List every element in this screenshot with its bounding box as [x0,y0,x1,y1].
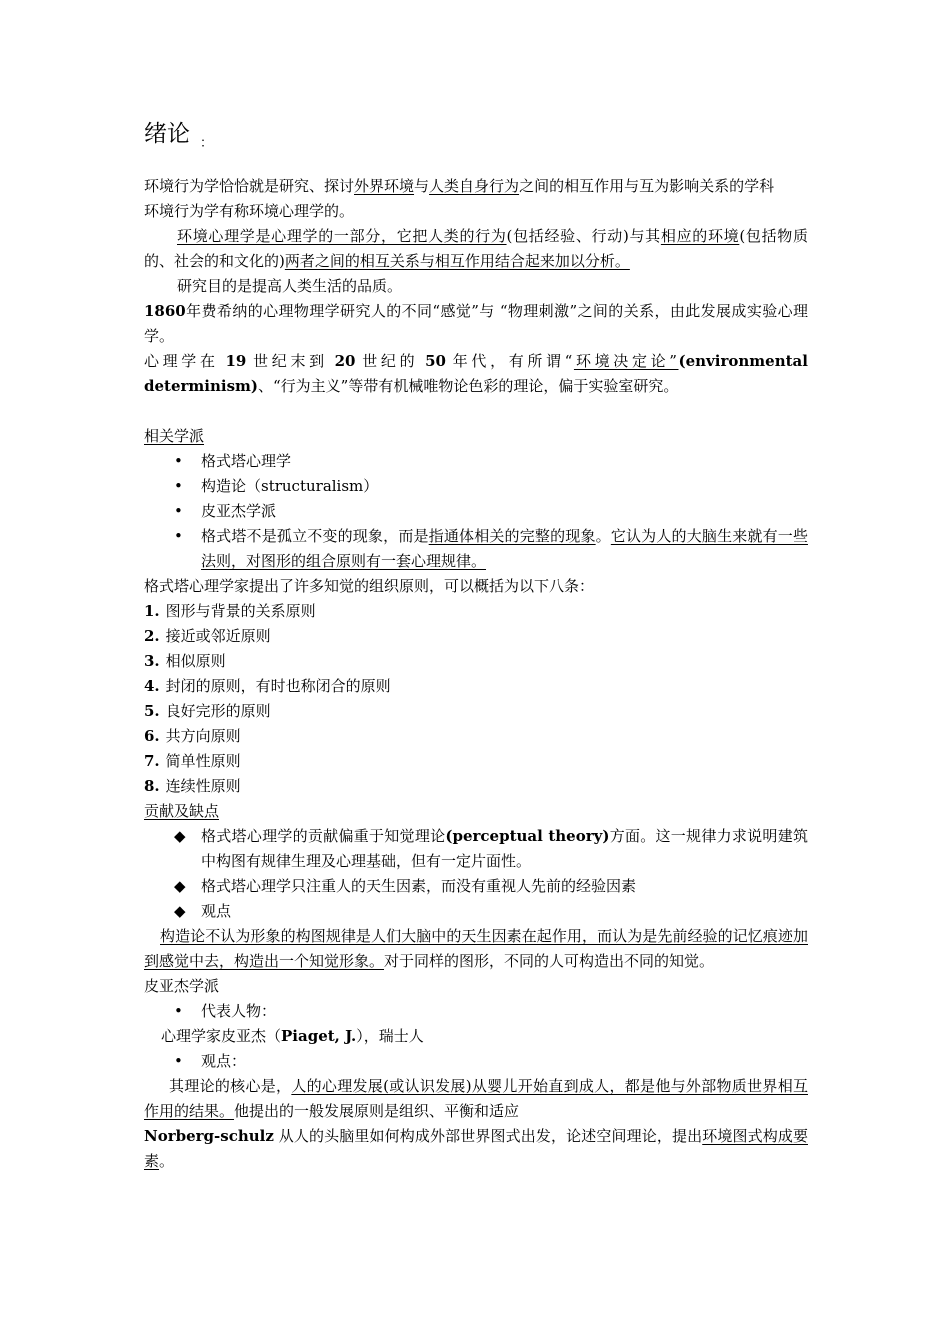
text-span: 心理学家皮亚杰（ [161,1027,282,1045]
diamond-bullet-icon: ◆ [174,827,186,845]
text-span: 年代，有所谓“ [452,352,574,370]
section-heading-piaget: 皮亚杰学派 [144,977,220,995]
text-span: 世纪的 [362,352,419,370]
text-span: 世纪末到 [253,352,328,370]
schools-list [144,449,808,574]
list-number: 6. [144,727,160,745]
list-item [144,524,808,574]
underlined-text: 外界环境 [354,177,415,195]
underlined-text: 构造论不认为形象的构图规律是人们大脑中的天生因素在起作用，而认为是先前经验的记忆痕迹加到感觉中去，构造出一个知觉形象。 [144,927,808,970]
paragraph-piaget-core [144,1074,808,1124]
paragraph-environmental-psychology [144,224,808,274]
text-span: 环境行为学恰恰就是研究、探讨 [144,177,355,195]
paragraph-structuralism [144,924,808,974]
paragraph-definition [144,174,808,199]
diamond-bullet-icon: ◆ [174,877,186,895]
list-item-text: 相似原则 [165,652,226,670]
list-item-text: 格式塔心理学只注重人的天生因素，而没有重视人先前的经验因素 [201,877,637,895]
section-heading-schools [144,424,808,449]
title-text: 绪论 [144,121,190,147]
list-item [144,599,808,624]
text-span: 其理论的核心是， [169,1077,292,1095]
list-item [144,874,808,899]
list-item [144,449,808,474]
list-number: 3. [144,652,160,670]
list-number: 1. [144,602,160,620]
number-bold: 20 [334,352,356,370]
text-span: 。 [595,527,611,545]
bullet-icon: • [174,502,183,520]
text-span: 之间的相互作用与互为影响关系的学科 [519,177,775,195]
section-heading-contrib [144,799,808,824]
list-item-text: 封闭的原则，有时也称闭合的原则 [165,677,391,695]
heading-text: 贡献及缺点 [144,802,220,820]
text-span: 年费希纳的心理物理学研究人的不同“感觉”与 “物理刺激”之间的关系，由此发展成实验心理学。 [144,302,808,345]
text-span: 从人的头脑里如何构成外部世界图式出发，论述空间理论，提出 [273,1127,703,1145]
text-span: (包括经验、行动)与其 [506,227,661,245]
underlined-text: 相应的环境 [660,227,740,245]
document-page [144,118,808,1174]
underlined-text: 人类自身行为 [429,177,520,195]
underlined-text: 人的心理发展(或认识发展)从婴儿开始直到成人，都是他与外部物质世界相互作用的结果。 [144,1077,808,1120]
english-term-bold: (perceptual theory) [445,827,610,845]
list-number: 4. [144,677,160,695]
text-span: (包括物质的、社会的和文化的) [144,227,808,270]
bullet-icon: • [174,477,183,495]
list-item-text: 代表人物： [201,1002,277,1020]
number-bold: 50 [425,352,446,370]
paragraph-purpose: 研究目的是提高人类生活的品质。 [177,277,403,295]
list-item [144,499,808,524]
contrib-list [144,824,808,924]
bullet-icon: • [174,527,183,545]
bullet-icon: • [174,452,183,470]
list-item-text: 观点： [201,1052,247,1070]
list-item [144,624,808,649]
gestalt-intro: 格式塔心理学家提出了许多知觉的组织原则，可以概括为以下八条： [144,577,595,595]
underlined-text: 环境心理学是心理学的一部分，它把人类的行为 [177,227,507,245]
text-span: 心理学在 [144,352,219,370]
list-item [144,749,808,774]
number-bold: 19 [225,352,247,370]
underlined-text: 它认为人的大脑生来就有一些法则，对图形的组合原则有一套心理规律。 [201,527,808,570]
list-item [144,824,808,874]
text-span: ），瑞士人 [356,1027,424,1045]
list-item [144,1049,808,1074]
list-item [144,699,808,724]
list-item-text: 简单性原则 [165,752,241,770]
bullet-icon: • [174,1052,183,1070]
list-item-text: 观点 [201,902,232,920]
list-item [144,649,808,674]
list-item-text: 共方向原则 [165,727,241,745]
list-item-text: 连续性原则 [165,777,241,795]
text-span: 对于同样的图形，不同的人可构造出不同的知觉。 [384,952,715,970]
piaget-view-list [144,1049,808,1074]
text-span: 。 [159,1152,175,1170]
title-colon: ： [200,136,214,151]
text-span: 与 [414,177,430,195]
gestalt-principles-list [144,599,808,799]
list-item [144,774,808,799]
list-item [144,999,808,1024]
underlined-text: 环境图式构成要素 [144,1127,808,1170]
list-item [144,899,808,924]
list-item [144,474,808,499]
list-number: 8. [144,777,160,795]
bullet-icon: • [174,1002,183,1020]
paragraph-determinism [144,349,808,399]
underlined-text: 指通体相关的完整的现象 [428,527,596,545]
piaget-person [144,1024,808,1049]
heading-text: 相关学派 [144,427,205,445]
text-span: 他提出的一般发展原则是组织、平衡和适应 [234,1102,520,1120]
list-item-text: 皮亚杰学派 [201,502,277,520]
text-span: 格式塔不是孤立不变的现象，而是 [201,527,429,545]
english-term-bold: (environmental determinism) [144,352,808,395]
year-bold: 1860 [144,302,186,320]
list-item-text: 图形与背景的关系原则 [165,602,316,620]
paragraph-alias: 环境行为学有称环境心理学的。 [144,202,355,220]
list-item-text: 良好完形的原则 [165,702,271,720]
list-number: 2. [144,627,160,645]
list-item-text: 格式塔心理学 [201,452,292,470]
underlined-text: 环境决定论” [573,352,679,370]
text-span: 、“行为主义”等带有机械唯物论色彩的理论，偏于实验室研究。 [258,377,679,395]
paragraph-norberg [144,1124,808,1174]
page-title [144,118,808,160]
list-item [144,674,808,699]
person-name-bold: Piaget, J. [281,1027,357,1045]
list-number: 7. [144,752,160,770]
person-name-bold: Norberg-schulz [144,1127,274,1145]
piaget-rep-list [144,999,808,1024]
text-span: 格式塔心理学的贡献偏重于知觉理论 [201,827,446,845]
text-span: 方面。这一规律力求说明建筑中构图有规律生理及心理基础，但有一定片面性。 [201,827,808,870]
list-item [144,724,808,749]
paragraph-fechner [144,299,808,349]
list-item-text: 接近或邻近原则 [165,627,271,645]
underlined-text: 两者之间的相互关系与相互作用结合起来加以分析。 [284,252,630,270]
list-item-text: 构造论（structuralism） [201,477,379,495]
list-number: 5. [144,702,160,720]
diamond-bullet-icon: ◆ [174,902,186,920]
spacer [144,399,808,424]
